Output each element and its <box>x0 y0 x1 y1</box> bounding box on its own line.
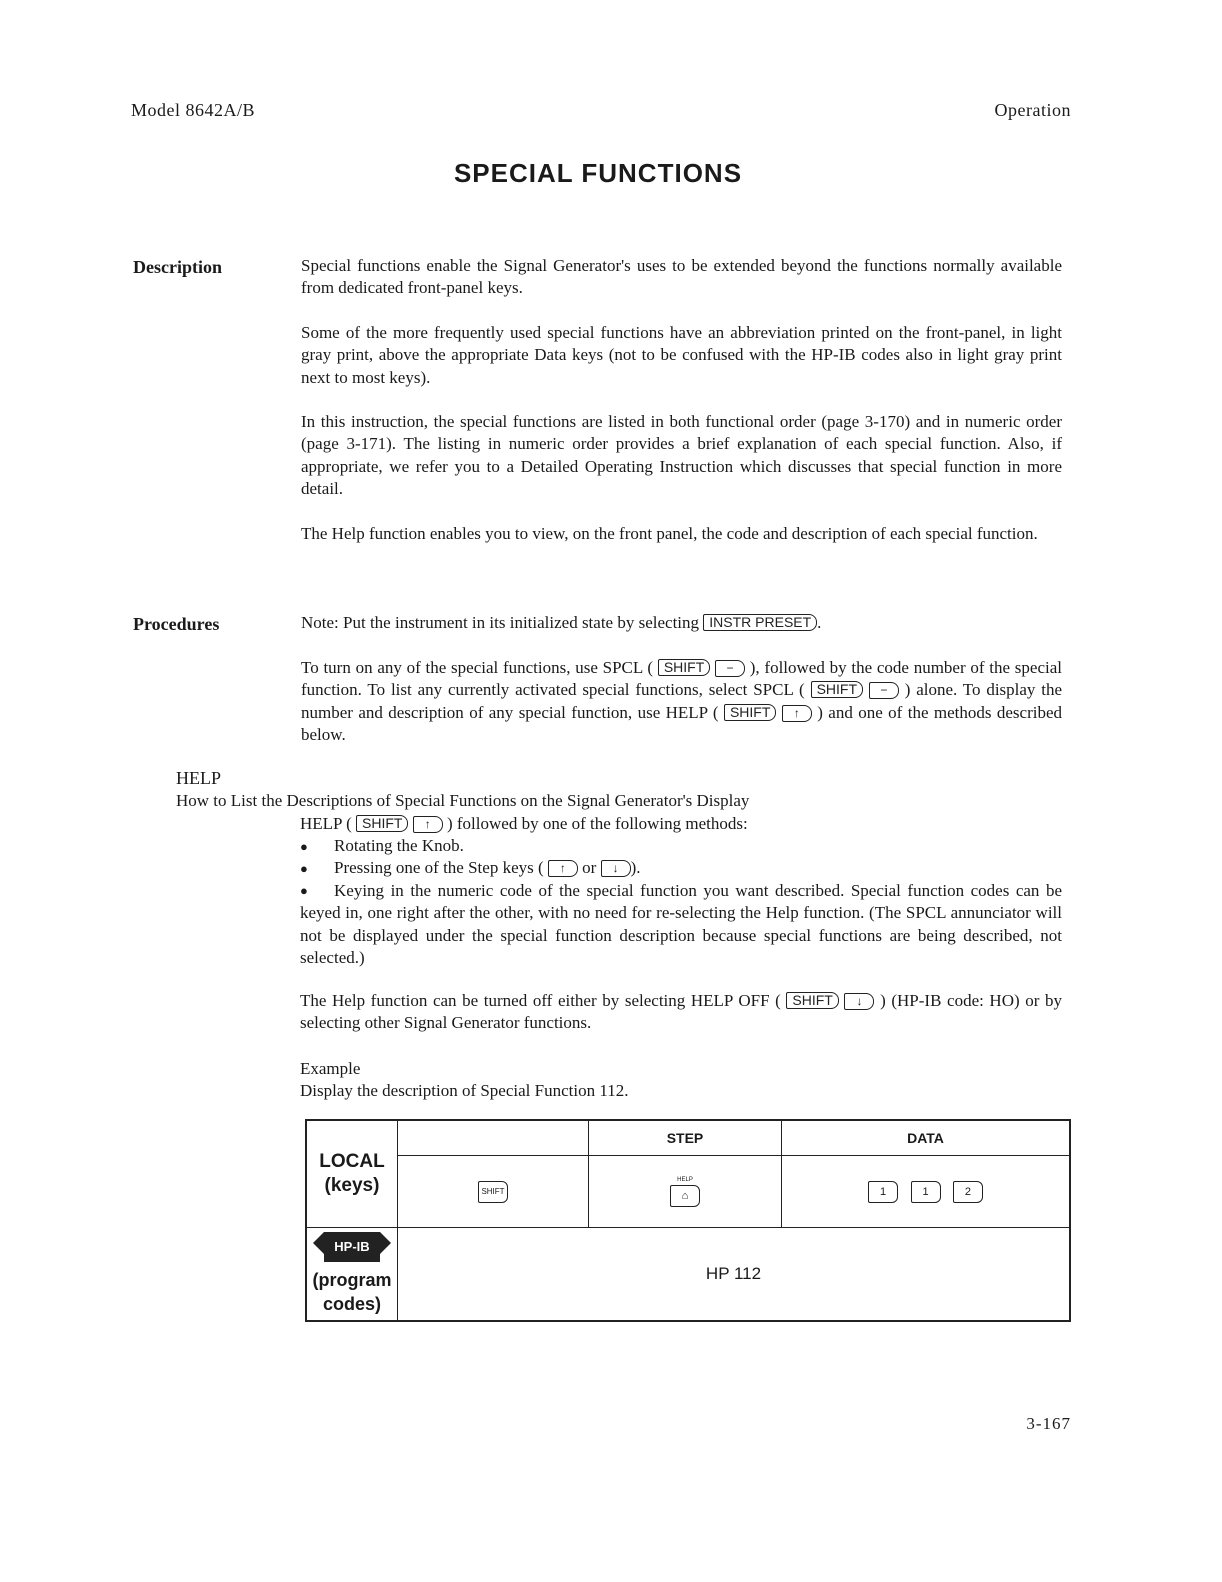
spcl-text-c: ) alone. To display the number and description of any special function, use HELP ( <box>301 680 1063 722</box>
help-small-label: HELP <box>677 1176 693 1183</box>
shift-key: SHIFT <box>356 815 408 832</box>
down-arrow-key: ↓ <box>844 993 874 1010</box>
help-heading: HELP <box>176 768 221 788</box>
help-bullet-1 <box>300 835 464 858</box>
program-codes-label <box>306 1228 398 1322</box>
bullet-2-text-b: ). <box>630 858 641 877</box>
spcl-text-d: ) and one of the methods described below. <box>301 702 1063 744</box>
up-step-key: ⌂ <box>670 1185 700 1207</box>
page-title: SPECIAL FUNCTIONS <box>453 158 743 188</box>
bullet-icon: ● <box>300 861 308 876</box>
prog-label-line-2: codes) <box>322 1294 382 1314</box>
up-arrow-key: ↑ <box>782 705 812 722</box>
data-header: DATA <box>782 1120 1071 1156</box>
bullet-2-or: or <box>582 858 597 877</box>
shift-key: SHIFT <box>811 681 863 698</box>
instr-preset-key: INSTR PRESET <box>703 614 817 631</box>
example-table <box>305 1119 1071 1322</box>
minus-key: − <box>715 660 745 677</box>
bullet-3-text: Keying in the numeric code of the special function you want described. Special function codes can be keyed in, one right after the other, with no need for re-selecting the Help function. (The SPCL annunciator will not be displayed under the special function description because special functions are being described, not selected.) <box>300 881 1062 967</box>
spcl-text-b: ), followed by the code number of the special function. To list any currently activated special functions, select SPCL ( <box>301 658 1062 700</box>
bullet-2-text-a: Pressing one of the Step keys ( <box>334 858 544 877</box>
description-paragraph-1: Special functions enable the Signal Generator's uses to be extended beyond the functions normally available from dedicated front-panel keys. <box>301 256 1062 298</box>
blank-header <box>398 1120 589 1156</box>
shift-key: SHIFT <box>658 659 710 676</box>
bullet-icon: ● <box>300 839 308 854</box>
example-heading: Example <box>300 1059 361 1078</box>
help-line-text-a: HELP ( <box>300 814 352 833</box>
hpib-badge: HP-IB <box>324 1232 379 1262</box>
down-arrow-key: ↓ <box>601 860 631 877</box>
header-section: Operation <box>994 100 1071 120</box>
example-text: Display the description of Special Function 112. <box>300 1081 629 1100</box>
shift-cell <box>398 1156 589 1228</box>
data-key-1: 1 <box>868 1181 898 1203</box>
local-keys-label <box>306 1120 398 1228</box>
data-key-2: 1 <box>911 1181 941 1203</box>
help-line-text-b: ) followed by one of the following methods: <box>446 814 748 833</box>
up-arrow-key: ↑ <box>413 816 443 833</box>
header-model: Model 8642A/B <box>131 100 256 120</box>
note-text: Note: Put the instrument in its initialized state by selecting <box>301 613 700 632</box>
data-cell <box>782 1156 1071 1228</box>
description-paragraph-2: Some of the more frequently used special functions have an abbreviation printed on the front-panel, in light gray print, above the appropriate Data keys (not to be confused with the HP-IB codes also in light gray print next to most keys). <box>301 323 1062 387</box>
up-arrow-key: ↑ <box>548 860 578 877</box>
step-cell <box>589 1156 782 1228</box>
bullet-1-text: Rotating the Knob. <box>334 836 464 855</box>
help-bullet-3 <box>300 880 1062 969</box>
shift-key: SHIFT <box>786 992 838 1009</box>
procedures-note: Note: Put the instrument in its initialized state by selecting INSTR PRESET . <box>301 613 822 632</box>
program-code-cell: HP 112 <box>398 1228 1071 1322</box>
shift-key: SHIFT <box>478 1181 508 1203</box>
description-label: Description <box>133 257 222 277</box>
bullet-icon: ● <box>300 883 308 898</box>
spcl-text-a: To turn on any of the special functions, use SPCL ( <box>301 658 654 677</box>
description-paragraph-4: The Help function enables you to view, on the front panel, the code and description of each special function. <box>301 524 1038 543</box>
data-key-3: 2 <box>953 1181 983 1203</box>
local-label-line-1: LOCAL <box>319 1151 385 1172</box>
local-label-line-2: (keys) <box>324 1175 380 1196</box>
help-bullet-2 <box>300 857 640 880</box>
help-off-paragraph <box>300 990 1062 1035</box>
minus-key: − <box>869 682 899 699</box>
help-line-1 <box>300 813 748 835</box>
step-header: STEP <box>589 1120 782 1156</box>
prog-label-line-1: (program <box>312 1270 392 1290</box>
page-number: 3-167 <box>1026 1414 1071 1433</box>
description-paragraph-3: In this instruction, the special functions are listed in both functional order (page 3-170) and in numeric order (page 3-171). The listing in numeric order provides a brief explanation of each special function. Also, if appropriate, we refer you to a Detailed Operating Instruction which discusses that special function in more detail. <box>301 412 1062 498</box>
shift-key: SHIFT <box>724 704 776 721</box>
help-off-text-a: The Help function can be turned off either by selecting HELP OFF ( <box>300 991 781 1010</box>
procedures-paragraph <box>301 657 1062 746</box>
help-off-text-b: ) (HP-IB code: HO) or by selecting other Signal Generator functions. <box>300 991 1063 1033</box>
procedures-label: Procedures <box>133 614 220 634</box>
help-subheading: How to List the Descriptions of Special Functions on the Signal Generator's Display <box>176 791 750 810</box>
